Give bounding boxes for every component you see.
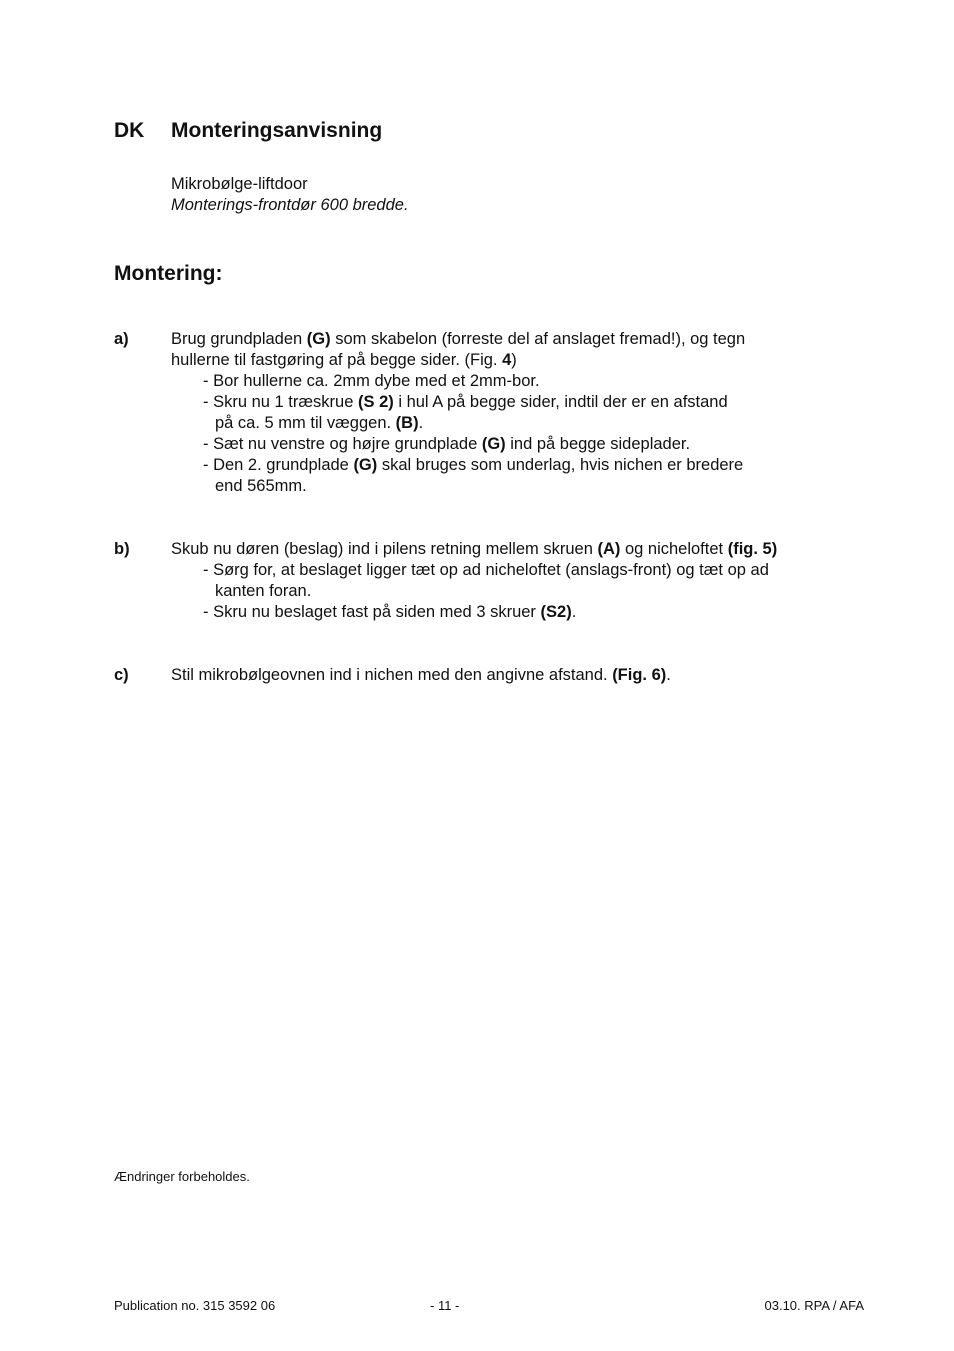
document-title: Monteringsanvisning: [171, 119, 383, 142]
step-b-line-1: Skub nu døren (beslag) ind i pilens retning mellem skruen (A) og nicheloftet (fig. 5): [171, 540, 778, 558]
step-b-sub-2: - Skru nu beslaget fast på siden med 3 skruer (S2).: [203, 603, 577, 621]
product-subtitle: Monterings-frontdør 600 bredde.: [171, 196, 409, 214]
step-a-sub-2: - Skru nu 1 træskrue (S 2) i hul A på begge sider, indtil der er en afstand: [203, 393, 728, 411]
change-note: Ændringer forbeholdes.: [114, 1169, 250, 1184]
step-c-line-1: Stil mikrobølgeovnen ind i nichen med den angivne afstand. (Fig. 6).: [171, 666, 671, 684]
step-a-sub-4: - Den 2. grundplade (G) skal bruges som underlag, hvis nichen er bredere: [203, 456, 744, 474]
footer-date-code: 03.10. RPA / AFA: [764, 1298, 864, 1313]
step-a-line-1: Brug grundpladen (G) som skabelon (forreste del af anslaget fremad!), og tegn: [171, 330, 746, 348]
step-a-line-2: hullerne til fastgøring af på begge sider. (Fig. 4): [171, 351, 517, 369]
section-title: Montering:: [114, 262, 223, 285]
language-code: DK: [114, 119, 145, 142]
step-a-sub-4-cont: end 565mm.: [215, 477, 307, 495]
footer-page-number: - 11 -: [430, 1298, 460, 1313]
product-name: Mikrobølge-liftdoor: [171, 175, 308, 193]
step-b-sub-1: - Sørg for, at beslaget ligger tæt op ad nicheloftet (anslags-front) og tæt op ad: [203, 561, 769, 579]
step-a-label: a): [114, 330, 129, 348]
step-b-sub-1-cont: kanten foran.: [215, 582, 312, 600]
step-c-label: c): [114, 666, 129, 684]
step-a-sub-1: - Bor hullerne ca. 2mm dybe med et 2mm-bor.: [203, 372, 540, 390]
step-a-sub-3: - Sæt nu venstre og højre grundplade (G) ind på begge sideplader.: [203, 435, 691, 453]
step-a-sub-2-cont: på ca. 5 mm til væggen. (B).: [215, 414, 424, 432]
footer-publication: Publication no. 315 3592 06: [114, 1298, 276, 1313]
step-b-label: b): [114, 540, 130, 558]
